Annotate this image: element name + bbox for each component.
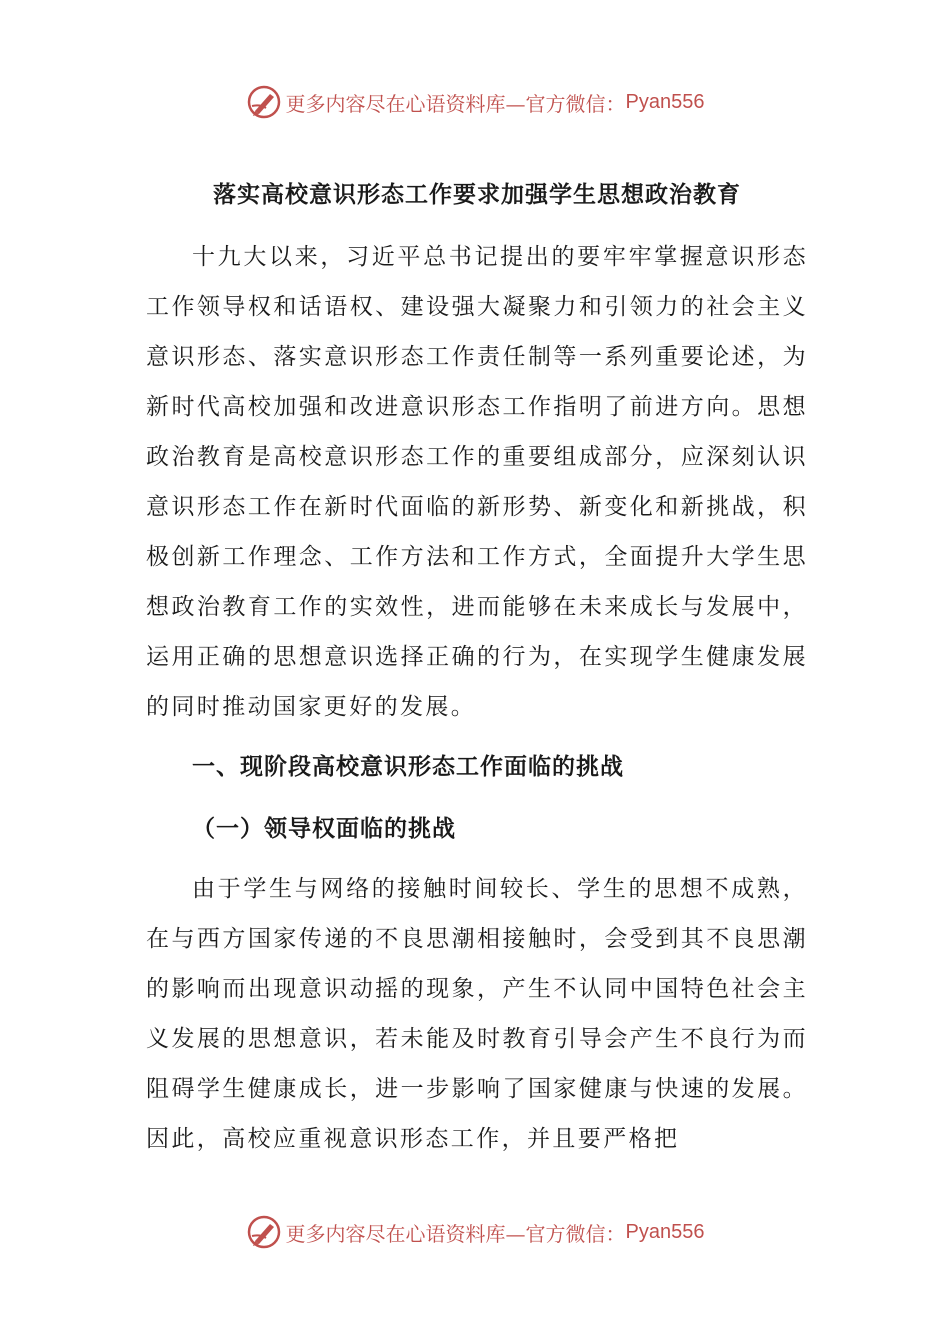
watermark-text: 更多内容尽在心语资料库—官方微信： <box>285 1221 626 1246</box>
document-title: 落实高校意识形态工作要求加强学生思想政治教育 <box>213 181 741 208</box>
document-body <box>146 170 808 1164</box>
watermark-wechat-id: Pyan556 <box>625 90 705 113</box>
section-1-heading: 一、现阶段高校意识形态工作面临的挑战 <box>192 753 624 780</box>
footer-watermark <box>0 1212 950 1252</box>
intro-paragraph: 十九大以来，习近平总书记提出的要牢牢掌握意识形态工作领导权和话语权、建设强大凝聚力和引领力的社会主义意识形态、落实意识形态工作责任制等一系列重要论述，为新时代高校加强和改进意识形态工作指明了前进方向。思想政治教育是高校意识形态工作的重要组成部分，应深刻认识意识形态工作在新时代面临的新形势、新变化和新挑战，积极创新工作理念、工作方法和工作方式，全面提升大学生思想政治教育工作的实效性，进而能够在未来成长与发展中，运用正确的思想意识选择正确的行为，在实现学生健康发展的同时推动国家更好的发展。 <box>146 244 808 720</box>
subsection-1-paragraph: 由于学生与网络的接触时间较长、学生的思想不成熟，在与西方国家传递的不良思潮相接触时，会受到其不良思潮的影响而出现意识动摇的现象，产生不认同中国特色社会主义发展的思想意识，若未能及时教育引导会产生不良行为而阻碍学生健康成长，进一步影响了国家健康与快速的发展。因此，高校应重视意识形态工作，并且要严格把 <box>146 876 808 1152</box>
subsection-1-heading: （一）领导权面临的挑战 <box>192 815 456 842</box>
watermark-text: 更多内容尽在心语资料库—官方微信： <box>285 91 626 116</box>
pen-logo-icon <box>246 84 282 120</box>
pen-logo-icon <box>246 1214 282 1250</box>
watermark-wechat-id: Pyan556 <box>625 1220 705 1243</box>
header-watermark <box>0 82 950 122</box>
